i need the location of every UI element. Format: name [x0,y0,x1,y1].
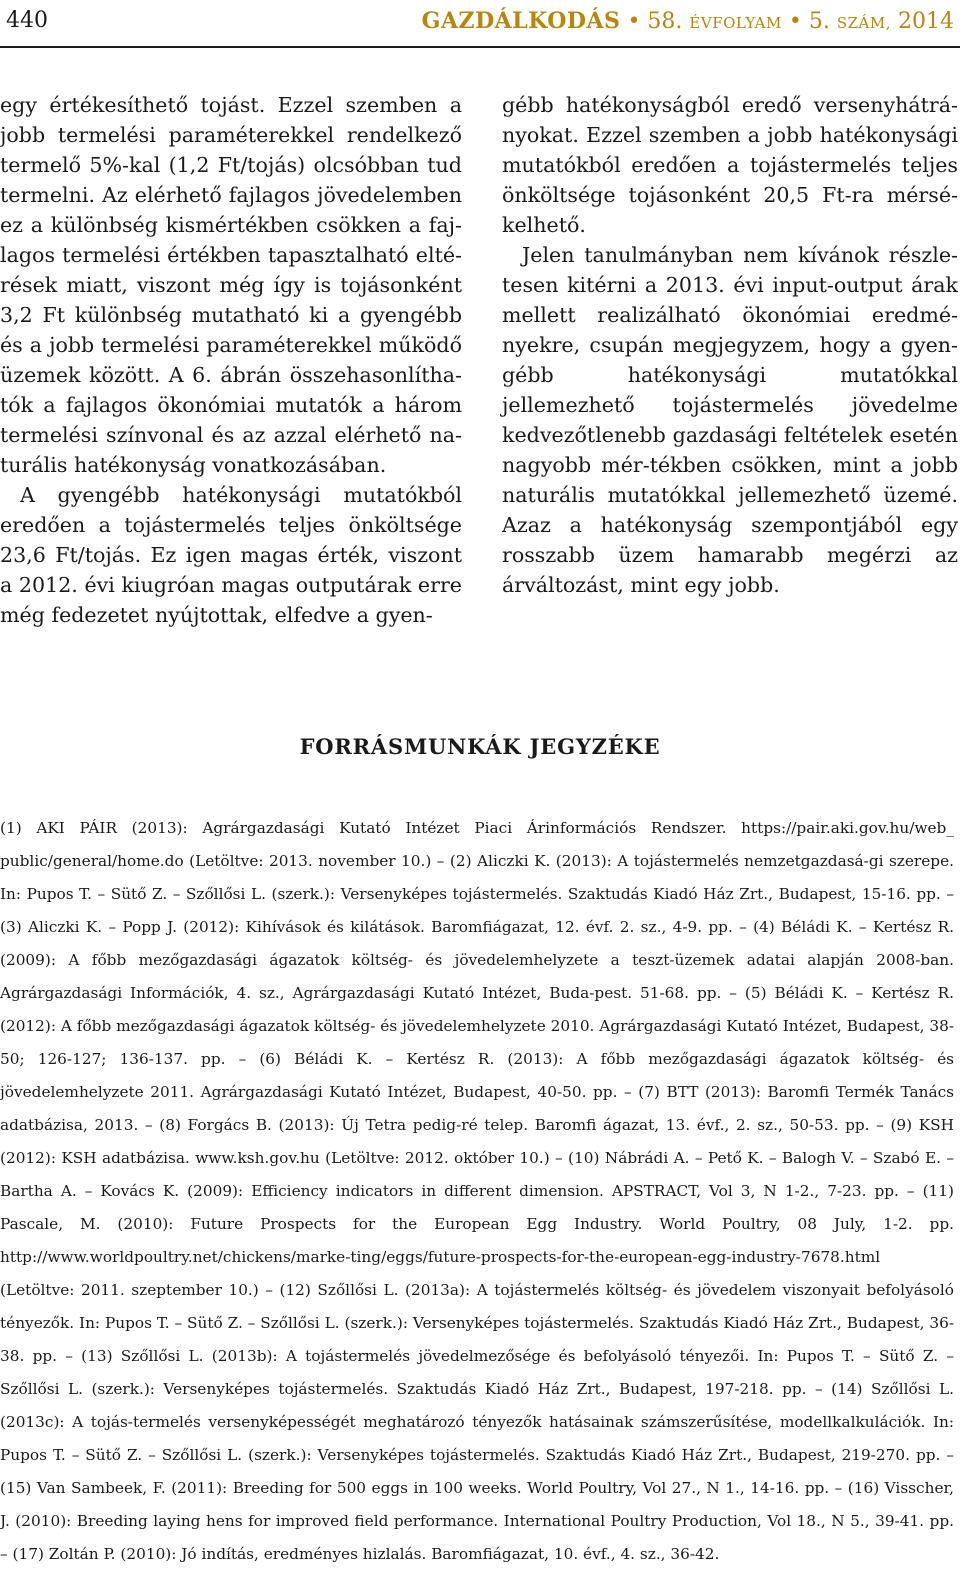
header-rule [0,46,960,48]
page-header [0,0,960,48]
left-column [0,90,462,630]
year: 2014 [898,9,954,34]
bullet-separator: • [788,9,802,34]
journal-header [422,8,954,34]
references-list: (1) AKI PÁIR (2013): Agrárgazdasági Kutató Intézet Piaci Árinformációs Rendszer. https://pair.aki.gov.hu/web_ public/general/home.do (Letöltve: 2013. november 10.) – (2) Aliczki K. (2013): A tojástermelés nemzetgazdasá-gi szerepe. In: Pupos T. – Sütő Z. – Szőllősi L. (szerk.): Versenyképes tojástermelés. Szaktudás Kiadó Ház Zrt., Budapest, 15-16. pp. – (3) Aliczki K. – Popp J. (2012): Kihívások és kilátások. Baromfiágazat, 12. évf. 2. sz., 4-9. pp. – (4) Béládi K. – Kertész R. (2009): A főbb mezőgazdasági ágazatok költség- és jövedelemhelyzete a teszt-üzemek adatai alapján 2008-ban. Agrárgazdasági Információk, 4. sz., Agrárgazdasági Kutató Intézet, Buda-pest. 51-68. pp. – (5) Béládi K. – Kertész R. (2012): A főbb mezőgazdasági ágazatok költség- és jövedelemhelyzete 2010. Agrárgazdasági Kutató Intézet, Budapest, 38-50; 126-127; 136-137. pp. – (6) Béládi K. – Kertész R. (2013): A főbb mezőgazdasági ágazatok költség- és jövedelemhelyzete 2011. Agrárgazdasági Kutató Intézet, Budapest, 40-50. pp. – (7) BTT (2013): Baromfi Termék Tanács adatbázisa, 2013. – (8) Forgács B. (2013): Új Tetra pedig-ré telep. Baromfi ágazat, 13. évf., 2. sz., 50-53. pp. – (9) KSH (2012): KSH adatbázisa. www.ksh.gov.hu (Letöltve: 2012. október 10.) – (10) Nábrádi A. – Pető K. – Balogh V. – Szabó E. – Bartha A. – Kovács K. (2009): Efficiency indicators in different dimension. APSTRACT, Vol 3, N 1-2., 7-23. pp. – (11) Pascale, M. (2010): Future Prospects for the European Egg Industry. World Poultry, 08 July, 1-2. pp. http://www.worldpoultry.net/chickens/marke-ting/eggs/future-prospects-for-the-european-egg-industry-7678.html (Letöltve: 2011. szeptember 10.) – (12) Szőllősi L. (2013a): A tojástermelés költség- és jövedelem viszonyait befolyásoló tényezők. In: Pupos T. – Sütő Z. – Szőllősi L. (szerk.): Versenyképes tojástermelés. Szaktudás Kiadó Ház Zrt., Budapest, 36-38. pp. – (13) Szőllősi L. (2013b): A tojástermelés jövedelmezősége és befolyásoló tényezői. In: Pupos T. – Sütő Z. – Szőllősi L. (szerk.): Versenyképes tojástermelés. Szaktudás Kiadó Ház Zrt., Budapest, 197-218. pp. – (14) Szőllősi L. (2013c): A tojás-termelés versenyképességét meghatározó tényezők hatásainak számszerűsítése, modellkalkulációk. In: Pupos T. – Sütő Z. – Szőllősi L. (szerk.): Versenyképes tojástermelés. Szaktudás Kiadó Ház Zrt., Budapest, 219-270. pp. – (15) Van Sambeek, F. (2011): Breeding for 500 eggs in 100 weeks. World Poultry, Vol 27., N 1., 14-16. pp. – (16) Visscher, J. (2010): Breeding laying hens for improved field performance. International Poultry Production, Vol 18., N 5., 39-41. pp. – (17) Zoltán P. (2010): Jó indítás, eredményes hizlalás. Baromfiágazat, 10. évf., 4. sz., 36-42. [0,819,954,1563]
references-title: FORRÁSMUNKÁK JEGYZÉKE [299,734,661,759]
issue-label: SZÁM, [836,14,891,32]
bullet-separator: • [627,9,641,34]
paragraph: A gyengébb hatékonysági mutatókból eredően a tojástermelés teljes önköltsége 23,6 Ft/tojás. Ez igen magas érték, viszont a 2012. évi kiugróan magas outputárak erre még fedezetet nyújtottak, elfedve a gyen- [0,483,462,627]
right-column [502,90,958,600]
page-number: 440 [6,8,48,33]
issue-number: 5. [808,9,830,34]
paragraph: Jelen tanulmányban nem kívánok részle-tesen kitérni a 2013. évi input-output árak mellett realizálható ökonómiai eredmé-nyekre, csupán megjegyzem, hogy a gyen-gébb hatékonysági mutatókkal jellemezhető tojástermelés jövedelme kedvezőtlenebb gazdasági feltételek esetén nagyobb mér-tékben csökken, mint a jobb naturális mutatókkal jellemezhető üzemé. Azaz a hatékonyság szempontjából egy rosszabb üzem hamarabb megérzi az árváltozást, mint egy jobb. [502,243,958,597]
volume-number: 58. [647,9,683,34]
volume-label: ÉVFOLYAM [689,14,782,32]
journal-name: GAZDÁLKODÁS [421,8,621,34]
paragraph: gébb hatékonyságból eredő versenyhátrá-nyokat. Ezzel szemben a jobb hatékonysági mutatókból eredően a tojástermelés teljes önköltsége tojásonként 20,5 Ft-ra mérsé-kelhető. [502,93,958,237]
paragraph: egy értékesíthető tojást. Ezzel szemben a jobb termelési paraméterekkel rendelkező termelő 5%-kal (1,2 Ft/tojás) olcsóbban tud termelni. Az elérhető fajlagos jövedelemben ez a különbség kismértékben csökken a faj-lagos termelési értékben tapasztalható elté-rések miatt, viszont még így is tojásonként 3,2 Ft különbség mutatható ki a gyengébb és a jobb termelési paraméterekkel működő üzemek között. A 6. ábrán összehasonlítha-tók a fajlagos ökonómiai mutatók a három termelési színvonal és az azzal elérhető na-turális hatékonyság vonatkozásában. [0,93,462,477]
